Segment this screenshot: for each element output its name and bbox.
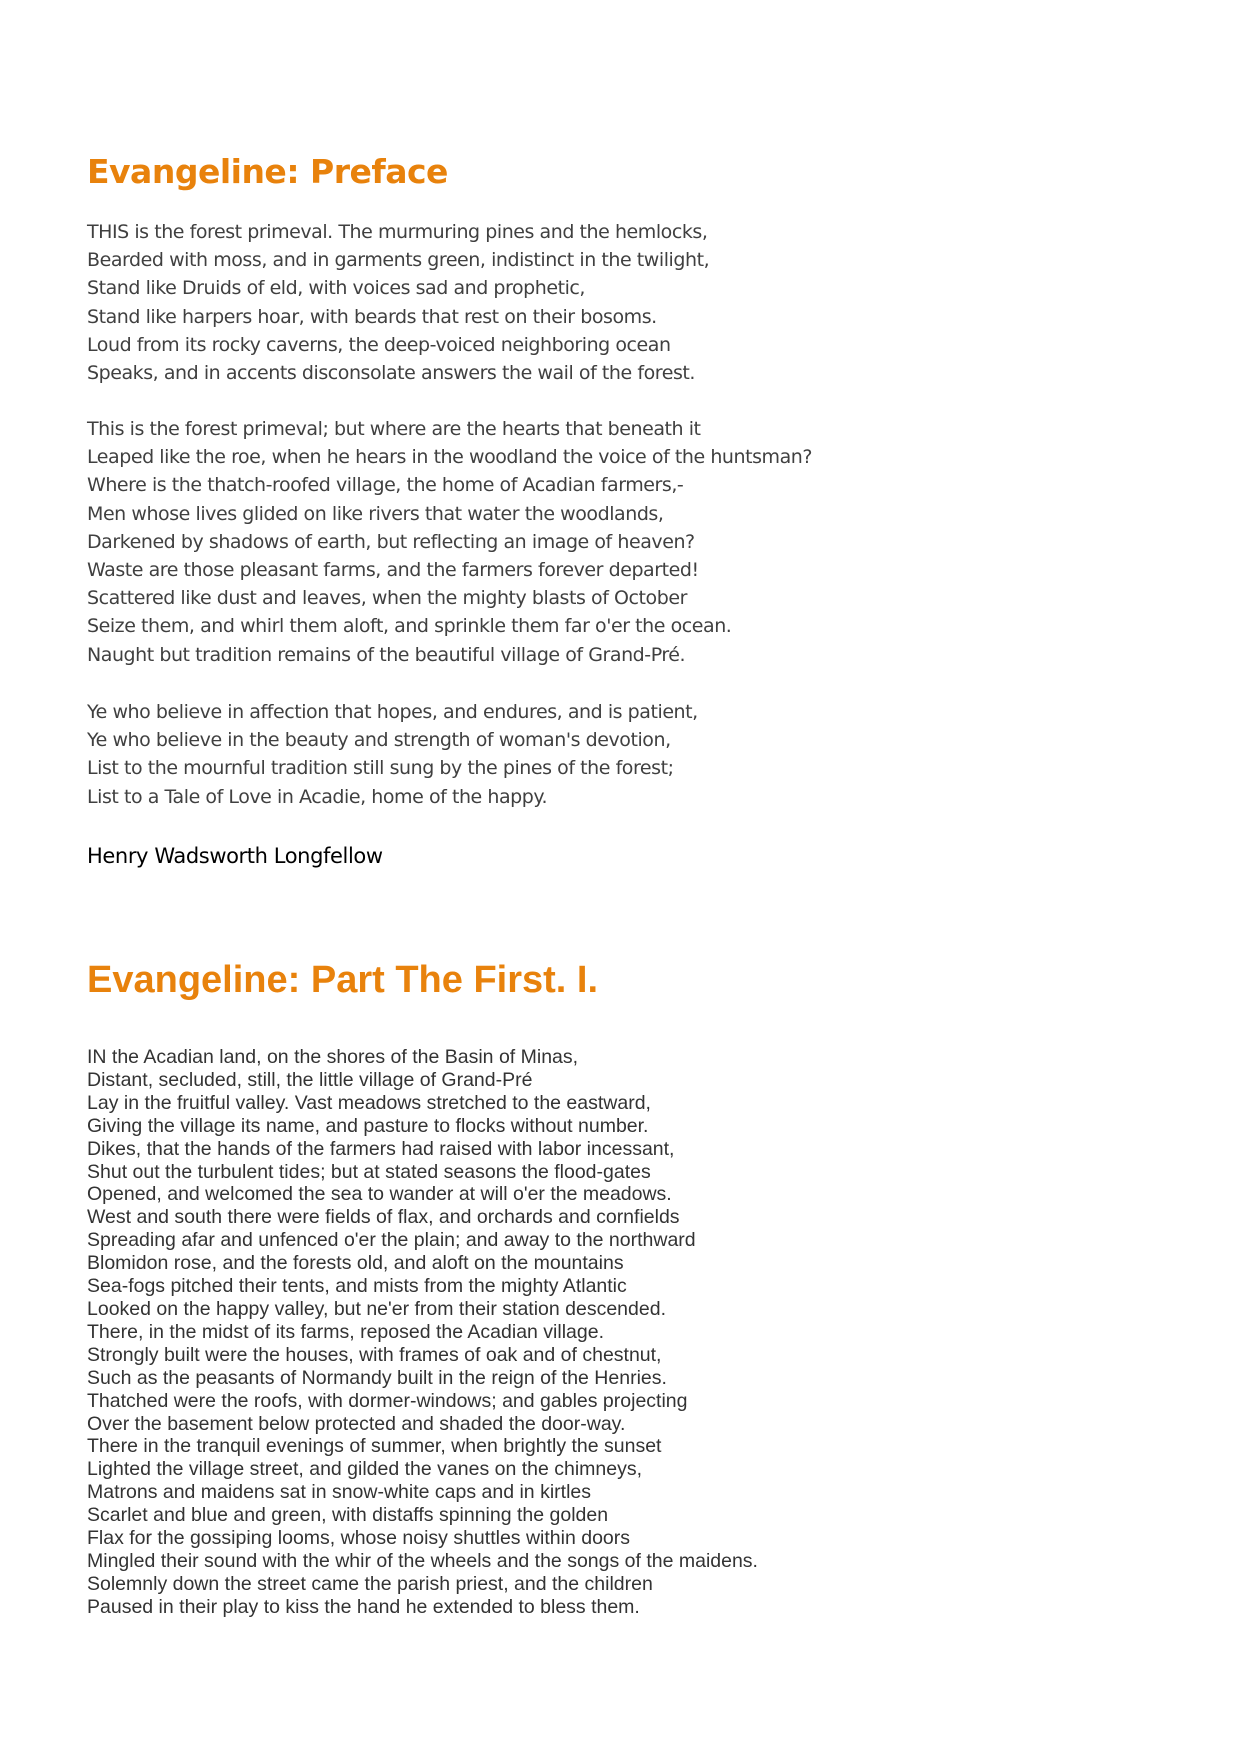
verse-line: List to a Tale of Love in Acadie, home of the happy. [87,785,548,808]
verse-line: Paused in their play to kiss the hand he extended to bless them. [87,1595,640,1618]
verse-line: Flax for the gossiping looms, whose noisy shuttles within doors [87,1527,631,1550]
part-first-body [87,1046,758,1619]
verse-line: Speaks, and in accents disconsolate answers the wail of the forest. [87,362,695,385]
verse-line: There, in the midst of its farms, reposed the Acadian village. [87,1320,605,1343]
verse-line: Opened, and welcomed the sea to wander at will o'er the meadows. [87,1183,672,1206]
verse-line: Mingled their sound with the whir of the wheels and the songs of the maidens. [87,1549,758,1572]
verse-line: Seize them, and whirl them aloft, and sprinkle them far o'er the ocean. [87,615,732,638]
verse-line: Stand like harpers hoar, with beards that rest on their bosoms. [87,305,657,328]
verse-line: Shut out the turbulent tides; but at stated seasons the flood-gates [87,1160,651,1183]
verse-line: Stand like Druids of eld, with voices sad and prophetic, [87,277,586,300]
verse-line: There in the tranquil evenings of summer, when brightly the sunset [87,1435,662,1458]
verse-line: Darkened by shadows of earth, but reflecting an image of heaven? [87,530,695,553]
verse-line: Loud from its rocky caverns, the deep-voiced neighboring ocean [87,333,671,356]
verse-line: Giving the village its name, and pasture to flocks without number. [87,1114,649,1137]
verse-line: Matrons and maidens sat in snow-white caps and in kirtles [87,1481,591,1504]
verse-line: Dikes, that the hands of the farmers had raised with labor incessant, [87,1137,675,1160]
verse-line: Men whose lives glided on like rivers that water the woodlands, [87,502,664,525]
verse-line: Lighted the village street, and gilded the vanes on the chimneys, [87,1458,643,1481]
verse-line: Bearded with moss, and in garments green, indistinct in the twilight, [87,249,710,272]
verse-line: Strongly built were the houses, with frames of oak and of chestnut, [87,1343,662,1366]
verse-line: List to the mournful tradition still sung by the pines of the forest; [87,757,674,780]
part-first-title: Evangeline: Part The First. I. [87,959,599,1001]
verse-line: This is the forest primeval; but where are the hearts that beneath it [87,418,701,440]
verse-line: Blomidon rose, and the forests old, and aloft on the mountains [87,1252,624,1275]
preface-stanza-1 [87,218,709,387]
verse-line: Thatched were the roofs, with dormer-windows; and gables projecting [87,1389,688,1412]
preface-title: Evangeline: Preface [87,152,448,191]
verse-line: Looked on the happy valley, but ne'er from their station descended. [87,1297,666,1320]
verse-line: Lay in the fruitful valley. Vast meadows stretched to the eastward, [87,1091,651,1114]
verse-line: Distant, secluded, still, the little village of Grand-Pré [87,1068,533,1091]
preface-stanza-3 [87,698,698,811]
verse-line: Naught but tradition remains of the beautiful village of Grand-Pré. [87,643,686,666]
verse-line: Scarlet and blue and green, with distaffs spinning the golden [87,1504,609,1527]
verse-line: Sea-fogs pitched their tents, and mists from the mighty Atlantic [87,1275,627,1298]
verse-line: Over the basement below protected and shaded the door-way. [87,1412,626,1435]
verse-line: THIS is the forest primeval. The murmuring pines and the hemlocks, [87,221,708,243]
verse-line: West and south there were fields of flax, and orchards and cornfields [87,1206,680,1229]
verse-line: Spreading afar and unfenced o'er the plain; and away to the northward [87,1229,696,1252]
verse-line: Waste are those pleasant farms, and the farmers forever departed! [87,559,699,582]
author-name: Henry Wadsworth Longfellow [87,844,383,868]
verse-line: Scattered like dust and leaves, when the mighty blasts of October [87,587,687,610]
verse-line: Leaped like the roe, when he hears in the woodland the voice of the huntsman? [87,446,813,469]
verse-line: Solemnly down the street came the parish priest, and the children [87,1572,653,1595]
preface-stanza-2 [87,415,812,669]
verse-line: Ye who believe in affection that hopes, and endures, and is patient, [87,701,698,723]
verse-line: Such as the peasants of Normandy built in the reign of the Henries. [87,1366,667,1389]
verse-line: Ye who believe in the beauty and strength of woman's devotion, [87,729,671,752]
verse-line: IN the Acadian land, on the shores of the Basin of Minas, [87,1046,579,1068]
verse-line: Where is the thatch-roofed village, the home of Acadian farmers,- [87,474,684,497]
